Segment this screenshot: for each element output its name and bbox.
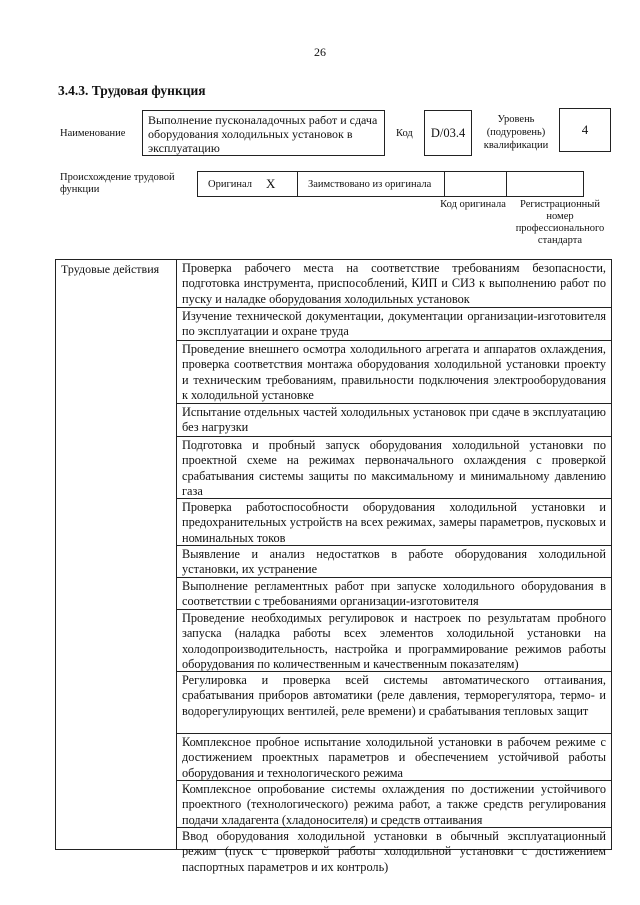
table-row: Изучение технической документации, документации организации-изготовителя по эксплуатации и охране труда (177, 308, 611, 341)
table-row: Ввод оборудования холодильной установки в обычный эксплуатационный режим (пуск с проверкой работы холодильной установки с достижением паспортных параметров и их контроль) (182, 829, 606, 874)
code-label: Код (396, 128, 413, 139)
original-code-cell (445, 172, 507, 196)
table-row: Подготовка и пробный запуск оборудования холодильной установки по проектной схеме на режимах первоначального охлаждения с проверкой срабатывания системы защиты по максимальному и минимальному давлению газа (177, 437, 611, 499)
reg-number-cell (507, 172, 583, 196)
table-left-header: Трудовые действия (56, 260, 177, 849)
borrowed-cell (298, 172, 445, 196)
original-label: Оригинал (208, 178, 252, 190)
table-row: Комплексное пробное испытание холодильной установки в рабочем режиме с достижением проектных параметров и обеспечением устойчивой работы оборудования и технологического режима (177, 734, 611, 781)
table-row: Проведение необходимых регулировок и настроек по результатам пробного запуска (наладка работы всех элементов холодильной установки на холодопроизводительность, настройка и программирование режимов работы оборудования по количественным и качественным показателям) (177, 610, 611, 672)
code-caption: Код оригинала (440, 199, 506, 210)
table-row: Испытание отдельных частей холодильных установок при сдаче в эксплуатацию без нагрузки (177, 404, 611, 437)
page-number: 26 (314, 45, 326, 59)
qualification-level-box: 4 (559, 108, 611, 152)
function-code-box: D/03.4 (424, 110, 472, 156)
table-row: Проверка рабочего места на соответствие требованиям безопасности, подготовка инструмента, приспособлений, КИП и СИЗ к выполнению работ по пуску и наладке оборудования холодильных установок (177, 260, 611, 308)
table-row: Проверка работоспособности оборудования холодильной установки и предохранительных устройств на всех режимах, замеры параметров, пусковых и номинальных токов (177, 499, 611, 546)
table-row: Комплексное опробование системы охлаждения по достижении устойчивого проектного (технологического) режима работ, а также средств регулирования подачи хладагента (хладоносителя) и средств оттаивания (177, 781, 611, 828)
table-row: Выявление и анализ недостатков в работе оборудования холодильной установки, их устранение (177, 546, 611, 578)
reg-caption: Регистрационный номер профессионального стандарта (515, 199, 605, 246)
level-label: Уровень (подуровень) квалификации (483, 114, 549, 151)
borrowed-label: Заимствовано из оригинала (308, 178, 432, 190)
table-row: Регулировка и проверка всей системы автоматического оттаивания, срабатывания приборов автоматики (реле давления, терморегулятора, термо- и водорегулирующих вентилей, реле времени) и срабатывания тепловых защит (177, 672, 611, 734)
section-title: 3.4.3. Трудовая функция (58, 83, 206, 98)
table-rows (177, 260, 611, 874)
table-row: Проведение внешнего осмотра холодильного агрегата и аппаратов охлаждения, проверка соответствия монтажа оборудования холодильной установки проекту и техническим требованиям, правильности подключения электрооборудования к холодильной установке (177, 341, 611, 404)
original-cell (198, 172, 298, 196)
name-label: Наименование (60, 128, 126, 139)
origin-row (197, 171, 584, 197)
origin-label: Происхождение трудовой функции (60, 172, 175, 195)
labor-actions-table (55, 259, 612, 874)
original-mark: X (266, 176, 276, 191)
function-name-box: Выполнение пусконаладочных работ и сдача оборудования холодильных установок в эксплуатацию (142, 110, 385, 156)
table-row: Выполнение регламентных работ при запуске холодильного оборудования в соответствии с требованиями организации-изготовителя (177, 578, 611, 610)
